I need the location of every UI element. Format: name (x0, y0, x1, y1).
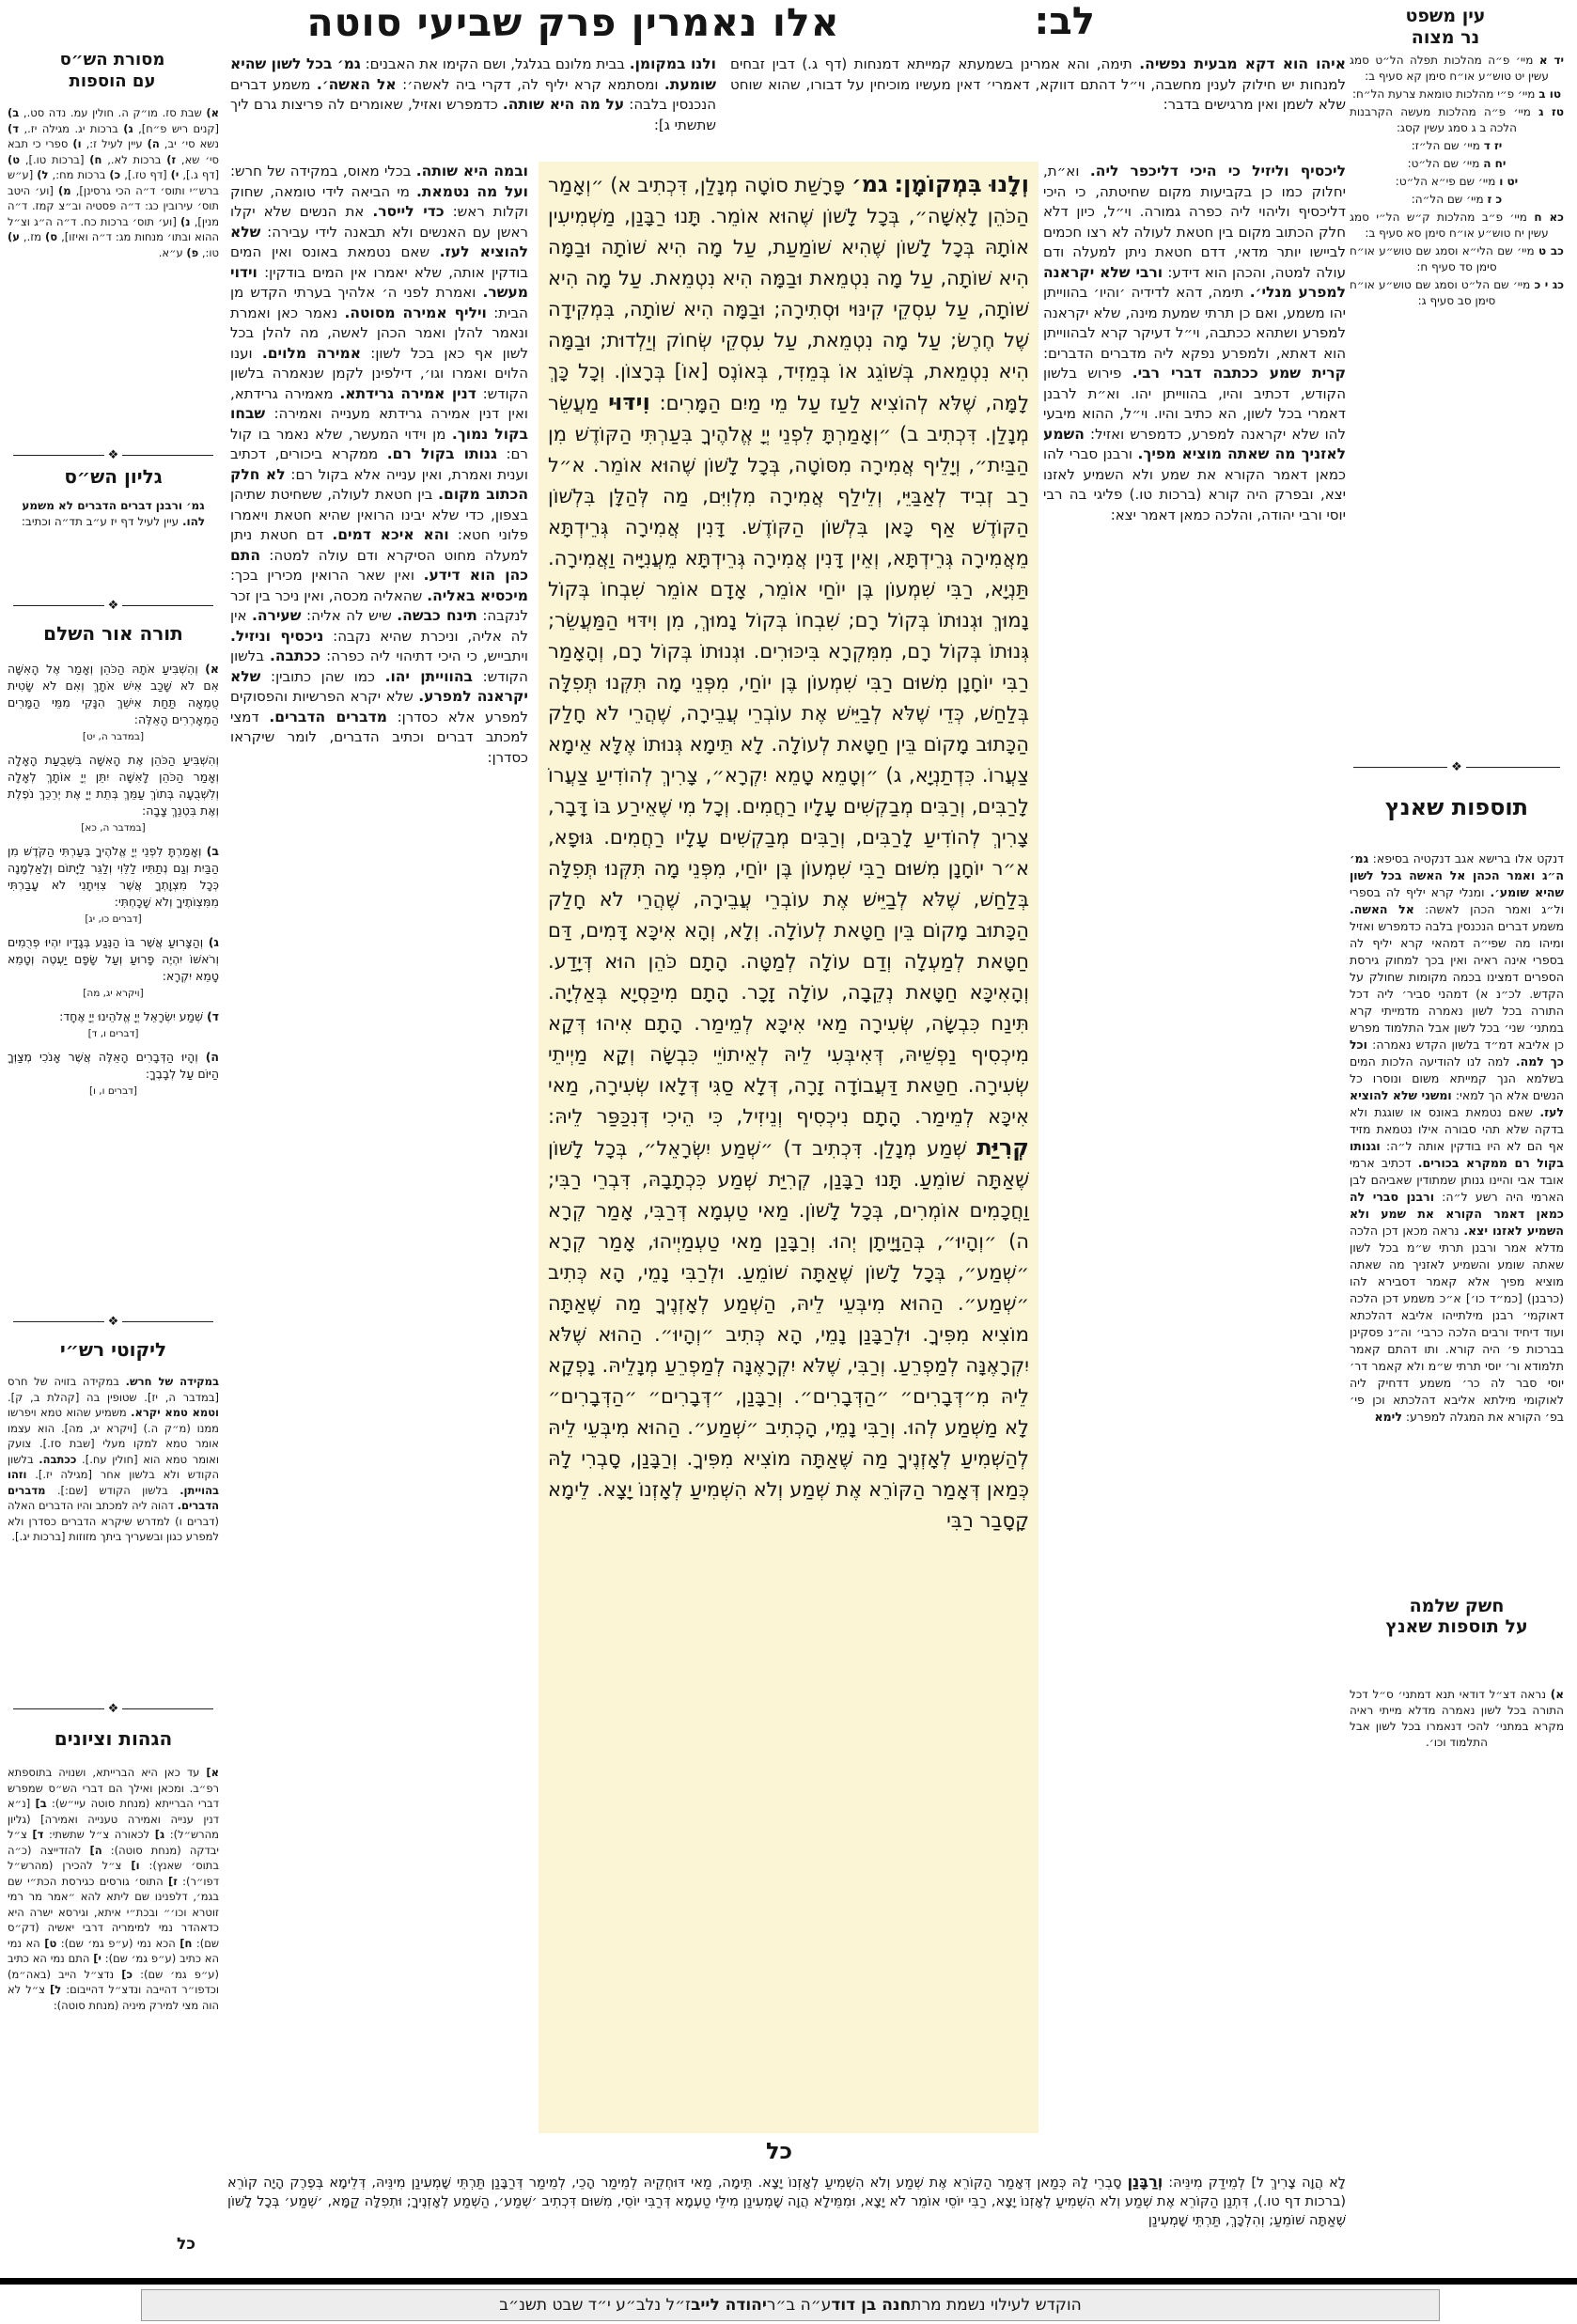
section-divider-ornament (13, 1316, 213, 1328)
bottom-rule (0, 2278, 1577, 2285)
masoret-header-line2: עם הוספות (69, 71, 156, 91)
rashi-commentary-top: ולנו במקומן. בבית מלונם בגלגל, ושם הקימו את האבנים: גמ׳ בכל לשון שהיא שומעת. ומסתמא קרא יליף לה, דקרי ביה לאשה׳: אל האשה׳. משמע דברים הנכנסין בלבה: על מה היא שותה. כדמפרש ואזיל, שאומרים לה פריצות גרם ליך שתשתי ג]: (230, 55, 716, 133)
tosafot-commentary-top: איהו הוא דקא מבעית נפשיה. תימה, והא אמרינן בשמעתא קמייתא דמנחות (דף ג.) דבין זבחים למנחות יש חילוק לענין מחשבה, וי״ל דהתם דווקא, דאמרי׳ דאין מעשיו מוכיחין על דבורו, שהוא שוחט שלא לשמן ואין מרגישים בדבר: (730, 55, 1346, 113)
tosafot-shantz-title: תוספות שאנץ (1384, 794, 1529, 820)
chashak-title-line2: על תוספות שאנץ (1385, 1616, 1528, 1637)
ein-mishpat-entry: יז ד מיי׳ שם הל״ז: (1411, 139, 1503, 152)
verse-letter: א) (205, 662, 219, 676)
divider-glyph: ❖ (107, 1702, 119, 1716)
torah-or-verse (8, 934, 219, 985)
verse-text: וְהָיוּ הַדְּבָרִים הָאֵלֶּה אֲשֶׁר אָנֹכִי מְצַוְּךָ הַיּוֹם עַל לְבָבֶךָ: (8, 1050, 219, 1081)
verse-letter: ג) (208, 935, 219, 949)
ein-mishpat-entry: יט ו מיי׳ שם פי״א הל״ט: (1395, 175, 1519, 188)
ein-mishpat-entry: יח ה מיי׳ שם הל״ט: (1407, 157, 1507, 170)
torah-or-verses (8, 661, 219, 1295)
torah-or-verse (8, 843, 219, 911)
verse-source: [במדבר ה, כא] (81, 822, 146, 834)
divider-glyph: ❖ (107, 1315, 119, 1329)
divider-glyph: ❖ (107, 448, 119, 462)
torah-or-verse (8, 752, 219, 819)
ein-mishpat-entry: יד א מיי׳ פ״ה מהלכות תפלה הל״ט סמג עשין יט טוש״ע או״ח סימן קא סעיף ב: (1350, 54, 1564, 83)
daf-number: לב: (1034, 0, 1095, 43)
masoret-header (11, 49, 213, 92)
verse-source: [ויקרא יג, מה] (83, 988, 144, 999)
verse-letter: ב) (206, 844, 219, 858)
torah-or-verse (8, 661, 219, 728)
ein-mishpat-entry: כב ט מיי׳ שם הלי״א וסמג שם טוש״ע או״ח סימן סד סעיף ח: (1350, 244, 1564, 273)
likutei-rashi-notes: במקידה של חרש. במקידה בזויה של חרס [במדבר ה, יז]. שטופין בה [קהלת ב, ק]. וטמא טמא יקרא. משמיע שהוא טמא ויפרשו ממנו (מ״ק ה.) [ויקרא יג, מה]. הוא עצמו אומר טמא למקו מעלי [שבת סז.]. צועק ואומר טמא הוא [חולין עח.]. ככתבה. בלשון הקודש ולא בלשון אחר [מגילה יז.]. וזהו בהוייתן. בלשון הקודש [שם:]. מדברים הדברים. דהוה ליה למכתב והיו הדברים האלה (דברים ו) למדרש שיקרא הדברים כסדרן ולא למפרע כגון ובשעריך ביתך מזוזות [ברכות יג.]. (8, 1375, 219, 1543)
ein-mishpat-header (1351, 6, 1539, 49)
divider-glyph: ❖ (107, 599, 119, 613)
torah-or-title: תורה אור השלם (43, 622, 183, 645)
section-divider-ornament (13, 600, 213, 612)
verse-source: [דברים ו, ו] (89, 1085, 137, 1097)
chapter-title: אלו נאמרין פרק שביעי סוטה (306, 0, 840, 45)
chashak-shlomo-text: א) נראה דצ״ל דודאי תנא דמתני׳ ס״ל דכל התורה בכל לשון נאמרה מדלא מייתי ראיה מקרא במתני׳ להכי דנאמרו בכל לשון אבל התלמוד וכו׳. (1350, 1688, 1564, 1749)
ein-mishpat-entries (1350, 53, 1564, 720)
section-divider-ornament (13, 449, 213, 461)
page-catchword: כל (177, 2235, 195, 2254)
ein-mishpat-header-line2: נר מצוה (1411, 27, 1480, 48)
gemara-catchword: כל (765, 2138, 793, 2164)
hagahot-vetziyunim-notes: א] עד כאן היא הברייתא, ושנויה בתוספתא רפ״ב. ומכאן ואילך הם דברי הש״ס שמפרש דברי הברייתא (מנחת סוטה עיי״ש): ב] [נ״א דנין ענייה ואמירה טענייה ואמירה] (גליון מהרש״ל): ג] לכאורה צ״ל שתשתי: ד] צ״ל יבדקה (מנחת סוטה): ה] להזדייצה (כ״ה בתוס׳ שאנץ): ו] צ״ל להכירן (מהרש״ל דפו״ר): ז] התוס׳ גורסים כגירסת הכת״י שם בגמ׳, דלפנינו שם ליתא להא ״אמר מר רמי זוטרא וכו׳״ ובכת״י איתא, וגירסא ישרה היא כדאהדר נמי למימריה דרבי יאשיה (דק״ס שם): ח] הכא נמי (ע״פ גמ׳ שם): ט] הא נמי הא כתיב (ע״פ גמ׳ שם): י] התם נמי הא כתיב (ע״פ גמ׳ שם): כ] נדצ״ל הייב (באה״מ) וכדפו״ר דהייבה ונדצ״ל דהייבום: ל] צ״ל לא הוה מצי למירק מיניה (מנחת סוטה): (8, 1766, 219, 2012)
chashak-title-line1: חשק שלמה (1409, 1596, 1505, 1616)
verse-text: וְאָמַרְתָּ לִפְנֵי יְיָ אֱלֹהֶיךָ בִּעַרְתִּי הַקֹּדֶשׁ מִן הַבַּיִת וְגַם נְתַתִּיו לַלֵּוִי וְלַגֵּר לַיָּתוֹם וְלָאַלְמָנָה כְּכָל מִצְוָתְךָ אֲשֶׁר צִוִּיתָנִי לֹא עָבַרְתִּי מִמִּצְוֹתֶיךָ וְלֹא שָׁכָחְתִּי: (8, 844, 219, 909)
verse-source: [דברים כו, יג] (85, 913, 142, 925)
gilyon-hashas-title: גליון הש״ס (64, 465, 163, 488)
gemara-text: וְלָנוּ בִּמְקוֹמָן: גמ׳ פָּרָשַׁת סוֹטָה מְנָלַן, דִּכְתִיב א) ״וְאָמַר הַכֹּהֵן לָאִשָּׁה״, בְּכָל לָשׁוֹן שֶׁהוּא אוֹמֵר. תָּנוּ רַבָּנַן, מַשְׁמִיעִין אוֹתָהּ בְּכָל לָשׁוֹן שֶׁהִיא שׁוֹמַעַת, עַל מָה הִיא שׁוֹתָה וּבַמָּה הִיא שׁוֹתָה, עַל מָה נִטְמֵאת וּבַמָּה הִיא נִטְמֵאת. עַל מָה הִיא שׁוֹתָה, עַל עִסְקֵי קִינּוּי וּסְתִירָה; וּבַמָּה הִיא שׁוֹתָה, בִּמְקִידָה שֶׁל חֶרֶשׂ; עַל מָה נִטְמֵאת, עַל עִסְקֵי שְׂחוֹק וְיַלְדוּת; וּבַמָּה הִיא נִטְמֵאת, בְּשׁוֹגֵג אוֹ בְּמֵזִיד, בְּאוֹנֶס [אוֹ] בְּרָצוֹן. וְכָל כָּךְ לָמָּה, שֶׁלֹּא לְהוֹצִיא לַעַז עַל מֵי מַיִם הַמָּרִים: וִידּוּי מַעֲשֵׂר מְנָלַן. דִּכְתִיב ב) ״וְאָמַרְתָּ לִפְנֵי יְיָ אֱלֹהֶיךָ בִּעַרְתִּי הַקּוֹדֶשׁ מִן הַבַּיִת״, וְיָלֵיף אֲמִירָה מִסּוֹטָה, בְּכָל לָשׁוֹן שֶׁהוּא אוֹמֵר. א״ל רַב זְבִיד לְאַבַּיֵּי, וְלֵילַף אֲמִירָה מִלְוִיִּם, מַה לְּהַלָּן בִּלְשׁוֹן הַקּוֹדֶשׁ אַף כָּאן בִּלְשׁוֹן הַקּוֹדֶשׁ. דָּנִין אֲמִירָה גְּרֵידְתָּא מֵאֲמִירָה גְּרֵידְתָּא, וְאֵין דָּנִין אֲמִירָה גְּרֵידְתָּא מֵעֲנִיָּיה וַאֲמִירָה. תַּנְיָא, רַבִּי שִׁמְעוֹן בֶּן יוֹחַי אוֹמֵר, אָדָם אוֹמֵר שִׁבְחוֹ בְּקוֹל נָמוּךְ וּגְנוּתוֹ בְּקוֹל רָם; שִׁבְחוֹ בְּקוֹל נָמוּךְ, מִן וִידּוּי הַמַּעֲשֵׂר; גְּנוּתוֹ בְּקוֹל רָם, מִמִּקְרָא בִּיכּוּרִים. וּגְנוּתוֹ בְּקוֹל רָם, וְהָאָמַר רַבִּי יוֹחָנָן מִשּׁוּם רַבִּי שִׁמְעוֹן בֶּן יוֹחַי, מִפְּנֵי מָה תִּקְּנוּ תְּפִלָּה בְּלַחַשׁ, כְּדֵי שֶׁלֹּא לְבַיֵּישׁ אֶת עוֹבְרֵי עֲבֵירָה, שֶׁהֲרֵי לֹא חָלַק הַכָּתוּב מָקוֹם בֵּין חַטָּאת לְעוֹלָה. לָא תֵּימָא גְּנוּתוֹ אֶלָּא אֵימָא צַעֲרוֹ. כִּדְתַנְיָא, ג) ״וְטָמֵא טָמֵא יִקְרָא״, צָרִיךְ לְהוֹדִיעַ צַעֲרוֹ לָרַבִּים, וְרַבִּים מְבַקְשִׁים עָלָיו רַחֲמִים. וְכָל מִי שֶׁאֵירַע בּוֹ דָּבָר, צָרִיךְ לְהוֹדִיעַ לָרַבִּים, וְרַבִּים מְבַקְשִׁים עָלָיו רַחֲמִים. גּוּפָא, א״ר יוֹחָנָן מִשּׁוּם רַבִּי שִׁמְעוֹן בֶּן יוֹחַי, מִפְּנֵי מָה תִּקְּנוּ תְּפִלָּה בְּלַחַשׁ, שֶׁלֹּא לְבַיֵּישׁ אֶת עוֹבְרֵי עֲבֵירָה, שֶׁהֲרֵי לֹא חָלַק הַכָּתוּב מָקוֹם בֵּין חַטָּאת לְעוֹלָה. וְלָא, וְהָא אִיכָּא דָּמִים, דַּם חַטָּאת לְמַעְלָה וְדַם עוֹלָה לְמַטָּה. הָתָם כֹּהֵן הוּא דְּיָדַע. וְהָאִיכָּא חַטָּאת נְקֵבָה, עוֹלָה זָכָר. הָתָם מִיכַּסְיָא בְּאַלְיָה. תִּינַח כִּבְשָׂה, שְׂעִירָה מַאי אִיכָּא לְמֵימַר. הָתָם אִיהוּ דְּקָא מִיכְסִיף נַפְשֵׁיהּ, דְּאִיבְּעִי לֵיהּ לְאֵיתוֹיֵי כִּבְשָׂה וְקָא מַיְיתֵי שְׂעִירָה. חַטַּאת דַּעֲבוֹדָה זָרָה, דְּלָא סַגִּי דְּלָאו שְׂעִירָה, מַאי אִיכָּא לְמֵימַר. הָתָם נִיכְסִיף וְנֵיזִיל, כִּי הֵיכִי דְּנִכַּפַּר לֵיהּ: קְרִיַּת שְׁמַע מְנָלַן. דִּכְתִיב ד) ״שְׁמַע יִשְׂרָאֵל״, בְּכָל לָשׁוֹן שֶׁאַתָּה שׁוֹמֵעַ. תָּנוּ רַבָּנַן, קְרִיַּת שְׁמַע כִּכְתָבָהּ, דִּבְרֵי רַבִּי; וַחֲכָמִים אוֹמְרִים, בְּכָל לָשׁוֹן. מַאי טַעְמָא דְּרַבִּי, אָמַר קְרָא ה) ״וְהָיוּ״, בְּהַוָּיָיתָן יְהוּ. וְרַבָּנַן מַאי טַעְמַיְיהוּ, אָמַר קְרָא ״שְׁמַע״, בְּכָל לָשׁוֹן שֶׁאַתָּה שׁוֹמֵעַ. וּלְרַבִּי נָמֵי, הָא כְּתִיב ״שְׁמַע״. הַהוּא מִיבְּעֵי לֵיהּ, הַשְׁמַע לְאָזְנֶיךָ מַה שֶּׁאַתָּה מוֹצִיא מִפִּיךָ. וּלְרַבָּנַן נָמֵי, הָא כְּתִיב ״וְהָיוּ״. הַהוּא שֶׁלֹּא יִקְרָאֶנָּה לְמַפְרֵעַ. וְרַבִּי, שֶׁלֹּא יִקְרָאֶנָּה לְמַפְרֵעַ מְנָלֵיהּ. נָפְקָא לֵיהּ מִ״דְּבָרִים״ ״הַדְּבָרִים״. וְרַבָּנַן, ״דְּבָרִים״ ״הַדְּבָרִים״ לָא מַשְׁמַע לְהוּ. וְרַבִּי נָמֵי, הָכְתִיב ״שְׁמַע״. הַהוּא מִיבְּעֵי לֵיהּ לְהַשְׁמִיעַ לְאָזְנֶיךָ מַה שֶּׁאַתָּה מוֹצִיא מִפִּיךָ. וְרַבָּנַן, סָבְרִי לָהּ כְּמַאן דְּאָמַר הַקּוֹרֵא אֶת שְׁמַע וְלֹא הִשְׁמִיעַ לְאָזְנוֹ יָצָא. לֵימָא קָסָבַר רַבִּי (539, 162, 1038, 2133)
ein-mishpat-entry: טו ב מיי׳ פ״י מהלכות טומאת צרעת הל״ח: (1351, 87, 1562, 101)
ein-mishpat-entry: כג י כ מיי׳ שם הל״ט וסמג שם טוש״ע או״ח סימן סב סעיף ג: (1350, 278, 1564, 307)
masoret-hashas-notes: א) שבת סז. מו״ק ה. חולין עמ. נדה סט., ב) [קנים ריש פ״ח], ג) ברכות יג. מגילה יז., ד) נשא סי׳ יב, ה) עיין לעיל ז:, ו) ספרי כי תבא סי׳ שא, ז) ברכות לא., ח) [ברכות טו.], ט) [דף ג.], י) [דף טז.], כ) ברכות מח:, ל) [ע״ש ברש״י ותוס׳ ד״ה הכי גרסינן], מ) [וע׳ היטב תוס׳ עירובין כג: ד״ה פסטיה וב״צ קמז. ד״ה מנין], נ) [וע׳ תוס׳ ברכות כח. ד״ה ה״ג וצ״ל ההוא ובתו׳ מנחות מג: ד״ה ואיזו], ס) מז., ע) טו:, פ) ע״א. (8, 106, 219, 259)
verse-source: [דברים ו, ד] (87, 1028, 139, 1039)
ein-mishpat-entry: טז ג מיי׳ פ״ה מהלכות מעשה הקרבנות הלכה ב ג סמג עשין קסג: (1350, 105, 1564, 134)
ein-mishpat-entry: כא ח מיי׳ פ״ב מהלכות ק״ש הל״י סמג עשין יח טוש״ע או״ח סימן סא סעיף ב: (1350, 211, 1564, 240)
section-divider-ornament (13, 1703, 213, 1715)
tosafot-shantz-text: דנקט אלו ברישא אגב דנקטיה בסיפא: גמ׳ ה״ג ואמר הכהן אל האשה בכל לשון שהיא שומע׳. ומנלי קרא יליף לה בספרי ול״ג ואמר הכהן לאשה: אל האשה. משמע דברים הנכנסין בלבה כדמפרש ואזיל ומיהו מה שפי״ה דמהאי קרא יליף לה בספרי אינה ראיה ואין בכך למחוק גירסת הספרים דמצינו בכמה מקומות שחולק על הקדש. לכ״נ א) דמהני סביר׳ ליה דכל התורה בכל לשון נאמרה מדמייתי קרא במתני׳ שני׳ בכל לשון אבל התלמוד מפרש כן אליבא דמ״ד בלשון הקדש נאמרה: וכל כך למה. למה לנו להודיעה הלכות המים בשלמא הנך קמייתא משום ונוסרו כל הנשים אלא הך למאי: ומשני שלא להוציא לעז. שאם נטמאת באונס או שוגגת ולא בדקה שלא תהי סבורה אילו נטמאת מזיד אף הם לא היו בודקין אותה ל״ה: וגנותו בקול רם ממקרא בכורים. דכתיב ארמי אובד אבי והיינו גנותן שמתודין שאביהם לבן הארמי היה רשע ל״ה: ורבנן סברי לה כמאן דאמר הקורא את שמע ולא השמיע לאזנו יצא. נראה מכאן דכן הלכה מדלא אמר ורבנן תרתי ש״מ בכל לשון שאתה שומע והשמיע לאזניך מה שאתה מוציא מפיך אלא קאמר דסבירא להו (כרבנן) [כמ״ד כו׳] א״כ משמע דכן הלכה דאוקמי׳ רבנן מילתייהו אליבא דהלכתא ועוד דיחיד ורבים הלכה כרבי׳ וה״נ פסקינן בברכות פ׳ היה קורא. ותו דהתם קאמר תלמודא ור׳ יוסי תרתי ש״מ ולא קאמר דר׳ יוסי סבר לה כר׳ משמע דדחיק ליה לאוקומי מילתא אליבא דהלכתא וכן פי׳ בפ׳ הקורא את המגלה למפרע: לימא (1350, 851, 1564, 1424)
divider-glyph: ❖ (1451, 760, 1462, 774)
verse-text: וְהִשְׁבִּיעַ אֹתָהּ הַכֹּהֵן וְאָמַר אֶל הָאִשָּׁה אִם לֹא שָׁכַב אִישׁ אֹתָךְ וְאִם לֹא שָׂטִית טֻמְאָה תַּחַת אִישֵׁךְ הִנָּקִי מִמֵּי הַמָּרִים הַמְאָרְרִים הָאֵלֶּה: (8, 662, 219, 726)
dedication-line: הוקדש לעילוי נשמת מרת חנה בן דוד ע״ה ב״ר יהודה לייב ז״ל נלב״ע י״ד שבט תשנ״ב (141, 2289, 1440, 2321)
hagahot-title: הגהות וציונים (54, 1727, 173, 1750)
likutei-rashi-title: ליקוטי רש״י (59, 1338, 167, 1361)
chashak-shlomo-title (1350, 1596, 1564, 1637)
verse-source: [במדבר ה, יט] (82, 731, 145, 742)
tosafot-bottom-wide-block: לָא הֲוָה צָרִיךְ ל] לְמֵידַק מִינֵּיהּ: וְרַבָּנַן סָבְרֵי לָהּ כְּמַאן דְּאָמַר הַקּוֹרֵא אֶת שְׁמַע וְלֹא הִשְׁמִיעַ לְאָזְנוֹ יָצָא. תֵּימָה, מַאי דּוּחְקֵיהּ לְמֵימַר הָכֵי, לְמֵימַר דְּרַבָּנַן תַּרְתֵּי שָׁמְעִינַן מִינֵּיהּ, דְּלֵימָא בְּפֶרֶק הָיָה קוֹרֵא (ברכות דף טו.), דִּתְנַן הַקּוֹרֵא אֶת שְׁמַע וְלֹא הִשְׁמִיעַ לְאָזְנוֹ יָצָא, רַבִּי יוֹסֵי אוֹמֵר לֹא יָצָא, וּמִמֵּילָא הֲוָה שָׁמְעִינַן מִילֵּי טַעְמָא דְּרַבִּי יוֹסֵי, מִשּׁוּם דִּכְתִיב ׳שְׁמַע׳, הַשְׁמַע לְאָזְנֶיךָ; וּתְפִלָּה קַמָּא, ׳שְׁמַע׳ בְּכָל לָשׁוֹן שֶׁאַתָּה שׁוֹמֵעַ; וְהִלְכָּךְ, תַּרְתֵּי שָׁמְעִינַן (227, 2173, 1346, 2228)
section-divider-ornament (1353, 761, 1560, 773)
verse-letter: ד) (206, 1009, 219, 1023)
rashi-commentary-column: ובמה היא שותה. בכלי מאוס, במקידה של חרש: ועל מה נטמאת. מי הביאה לידי טומאה, שחוק וקלות ראש: כדי לייסר. את הנשים שלא יקלו ראשן עם האנשים ולא תבאנה לידי עבירה: שלא להוציא לעז. שאם נטמאת באונס ואין המים בודקין אותה, שלא יאמרו אין המים בודקין: וידוי מעשר. ואמרת לפני ה׳ אלהיך בערתי הקדש מן הבית: ויליף אמירה מסוטה. נאמר כאן ואמרת ונאמר להלן ואמר הכהן לאשה, מה להלן בכל לשון אף כאן בכל לשון: אמירה מלוים. וענו הלוים ואמרו וגו׳, דילפינן לקמן שנאמרה בלשון הקודש: דנין אמירה גרידתא. מאמירה גרידתא, ואין דנין אמירה גרידתא מענייה ואמירה: שבחו בקול נמוך. מן וידוי המעשר, שלא נאמר בו קול רם: גנותו בקול רם. ממקרא ביכורים, דכתיב וענית ואמרת, ואין ענייה אלא בקול רם: לא חלק הכתוב מקום. בין חטאת לעולה, ששחיטת שתיהן בצפון, כדי שלא יבינו הרואין שהיא חטאת ויאמרו פלוני חטא: והא איכא דמים. דם חטאת ניתן למעלה מחוט הסיקרא ודם עולה למטה: התם כהן הוא דידע. ואין שאר הרואין מכירין בכך: מיכסיא באליה. שהאליה מכסה, ואין ניכר בין זכר לנקבה: תינח כבשה. שיש לה אליה: שעירה. אין לה אליה, וניכרת שהיא נקבה: ניכסיף וניזיל. ויתבייש, כי היכי דתיהוי ליה כפרה: ככתבה. בלשון הקודש: בהווייתן יהו. כמו שהן כתובין: שלא יקראנה למפרע. שלא יקרא הפרשיות והפסוקים למפרע אלא כסדרן: מדברים הדברים. דמצי למכתב דברים וכתיב הדברים, לומר שיקראו כסדרן: (230, 163, 528, 766)
tosafot-commentary-column: ליכסיף וליזיל כי היכי דליכפר ליה. וא״ת, יחלוק כמו כן בקביעות מקום שחיטתה, כי היכי דליכסיף וליהוי ליה כפרה גמורה. וי״ל, כיון דלא חלק הכתוב מקום בין חטאת לעולה לא רצו חכמים לביישו יותר מדאי, דדם חטאת ניתן למעלה ודם עולה למטה, והכהן הוא דידע: ורבי שלא יקראנה למפרע מנלי׳. תימה, דהא לדידיה ׳והיו׳ בהווייתן יהו משמע, ואם כן תרתי שמעת מינה, שלא יקראנה למפרע ושתהא ככתבה, וי״ל דעיקר קרא לבהווייתן הוא דאתא, ולמפרע נפקא ליה מדברים הדברים: קרית שמע ככתבה דברי רבי. פירוש בלשון הקודש, דכתיב והיו, בהווייתן יהו. וא״ת לרבנן דאמרי בכל לשון, הא כתיב והיו. וי״ל, ההוא מיבעי להו שלא יקראנה למפרע, כדמפרש ואזיל: השמע לאזניך מה שאתה מוציא מפיך. ורבנן סברי להו כמאן דאמר הקורא את שמע ולא השמיע לאזנו יצא, ובפרק היה קורא (ברכות טו.) פליגי בה רבי יוסי ורבי יהודה, והלכה כמאן דאמר יצא: (1043, 163, 1346, 523)
torah-or-verse (8, 1008, 219, 1025)
masoret-header-line1: מסורת הש״ס (59, 50, 165, 70)
verse-text: וְהִשְׁבִּיעַ הַכֹּהֵן אֶת הָאִשָּׁה בִּשְׁבֻעַת הָאָלָה וְאָמַר הַכֹּהֵן לָאִשָּׁה יִתֵּן יְיָ אוֹתָךְ לְאָלָה וְלִשְׁבֻעָה בְּתוֹךְ עַמֵּךְ בְּתֵת יְיָ אֶת יְרֵכֵךְ נֹפֶלֶת וְאֶת בִּטְנֵךְ צָבָה: (8, 753, 219, 818)
verse-text: וְהַצָּרוּעַ אֲשֶׁר בּוֹ הַנֶּגַע בְּגָדָיו יִהְיוּ פְרֻמִים וְרֹאשׁוֹ יִהְיֶה פָרוּעַ וְעַל שָׂפָם יַעְטֶה וְטָמֵא טָמֵא יִקְרָא: (8, 935, 219, 983)
verse-letter: ה) (205, 1050, 219, 1064)
ein-mishpat-header-line1: עין משפט (1405, 6, 1486, 26)
ein-mishpat-entry: כ ז מיי׳ שם הל״ה: (1411, 193, 1503, 206)
verse-text: שְׁמַע יִשְׂרָאֵל יְיָ אֱלֹהֵינוּ יְיָ אֶחָד: (59, 1009, 203, 1023)
gilyon-hashas-notes: גמ׳ ורבנן דברים הדברים לא משמע להו. עיין לעיל דף יז ע״ב תד״ה וכתיב: (21, 499, 206, 528)
torah-or-verse (8, 1049, 219, 1083)
